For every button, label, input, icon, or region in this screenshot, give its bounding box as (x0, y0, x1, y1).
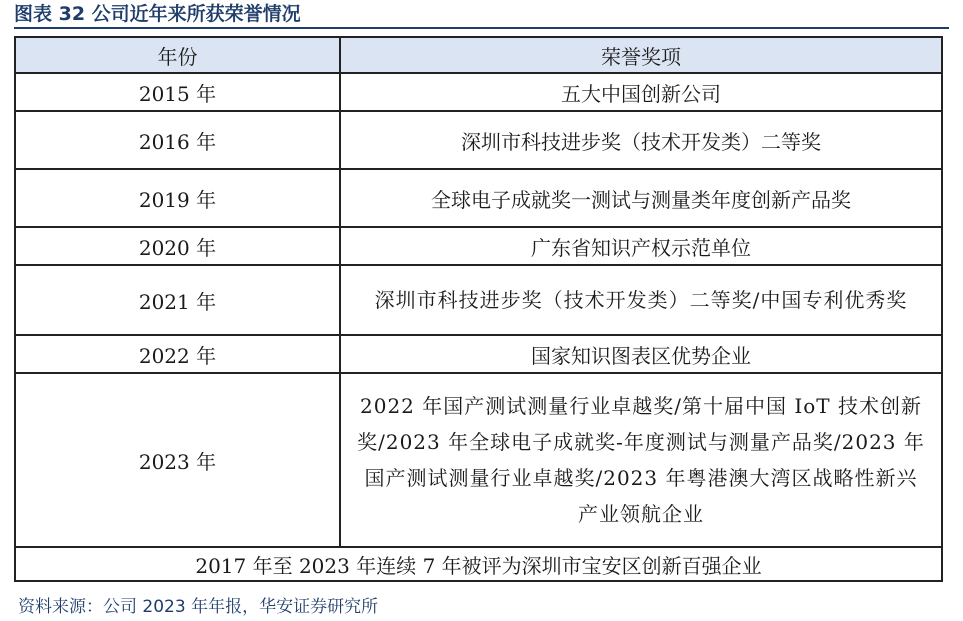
award-cell: 五大中国创新公司 (340, 73, 942, 111)
year-cell: 2022 年 (15, 335, 340, 373)
table-row (15, 73, 942, 111)
year-cell: 2016 年 (15, 111, 340, 169)
table-row (15, 227, 942, 265)
year-cell: 2021 年 (15, 265, 340, 335)
table-row (15, 373, 942, 547)
figure-caption: 图表 32 公司近年来所获荣誉情况 (14, 2, 949, 29)
award-cell: 2022 年国产测试测量行业卓越奖/第十届中国 IoT 技术创新奖/2023 年全球电子成就奖-年度测试与测量产品奖/2023 年国产测试测量行业卓越奖/2023 年粤港澳大湾区战略性新兴产业领航企业 (340, 373, 942, 547)
source-note: 资料来源：公司 2023 年年报，华安证券研究所 (18, 597, 379, 617)
year-cell: 2015 年 (15, 73, 340, 111)
year-cell: 2023 年 (15, 373, 340, 547)
footer-note-cell: 2017 年至 2023 年连续 7 年被评为深圳市宝安区创新百强企业 (15, 547, 942, 581)
table-row (15, 265, 942, 335)
award-cell: 深圳市科技进步奖（技术开发类）二等奖/中国专利优秀奖 (340, 265, 942, 335)
table-row (15, 335, 942, 373)
table-row (15, 169, 942, 227)
table-footer-row (15, 547, 942, 581)
header-award: 荣誉奖项 (340, 37, 942, 73)
year-cell: 2020 年 (15, 227, 340, 265)
award-cell: 国家知识图表区优势企业 (340, 335, 942, 373)
table-row (15, 111, 942, 169)
award-cell: 全球电子成就奖一测试与测量类年度创新产品奖 (340, 169, 942, 227)
award-cell: 深圳市科技进步奖（技术开发类）二等奖 (340, 111, 942, 169)
award-cell: 广东省知识产权示范单位 (340, 227, 942, 265)
table-header-row (15, 37, 942, 73)
honors-table (14, 36, 943, 582)
header-year: 年份 (15, 37, 340, 73)
year-cell: 2019 年 (15, 169, 340, 227)
